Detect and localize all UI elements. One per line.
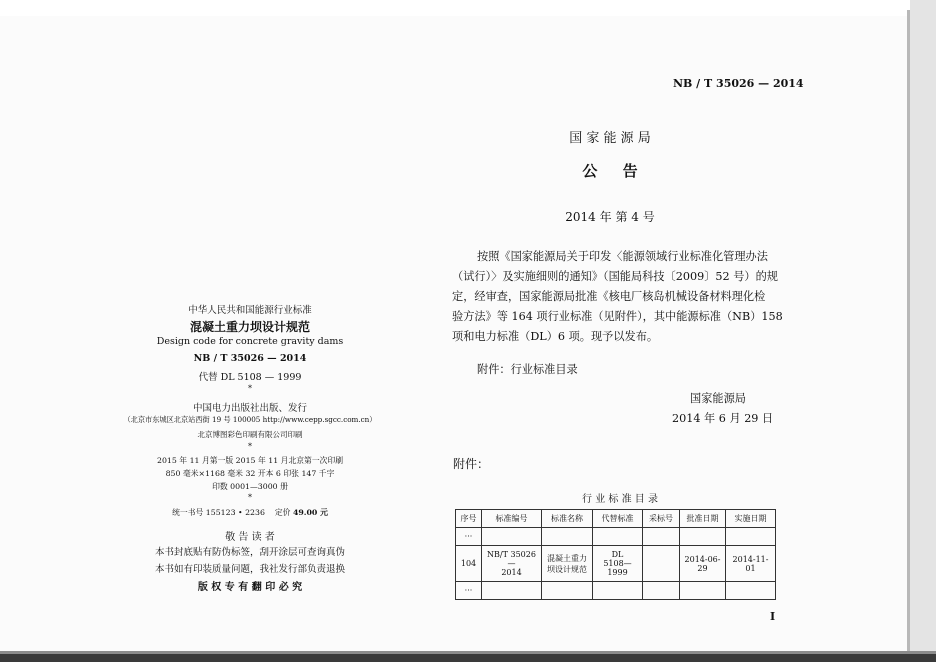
catalog-title: 行 业 标 准 目 录 <box>582 494 658 505</box>
page-number: I <box>770 610 776 623</box>
separator-dot: * <box>248 493 252 502</box>
notice-title: 敬 告 读 者 <box>225 532 275 543</box>
publisher-address: （北京市东城区北京站西街 19 号 100005 http://www.cepp.sgcc.com.cn） <box>123 415 377 424</box>
announcement-title: 公 告 <box>582 162 638 180</box>
standard-title-cn: 混凝土重力坝设计规范 <box>189 320 310 334</box>
announcement-issuer: 国 家 能 源 局 <box>569 131 651 146</box>
copyright-notice: 版 权 专 有 翻 印 必 究 <box>197 582 303 593</box>
standard-series: 中华人民共和国能源行业标准 <box>188 305 312 316</box>
table-cell-replaced <box>593 546 643 582</box>
signature: 国家能源局 <box>690 392 746 405</box>
table-row <box>456 582 776 600</box>
replaced-line: 5108—1999 <box>603 559 632 577</box>
code-line: NB/T 35026— <box>487 550 536 568</box>
standards-catalog-table <box>455 509 776 600</box>
table-header-row <box>456 510 776 528</box>
scan-margin-bottom <box>0 654 936 662</box>
code-line: 2014 <box>501 568 522 577</box>
replaced-line: DL <box>611 550 624 559</box>
announcement-body-line: 项和电力标准（DL）6 项。现予以发布。 <box>452 330 659 343</box>
replaced-standard: 代替 DL 5108 — 1999 <box>198 372 302 383</box>
table-cell-ellipsis: ··· <box>456 582 482 600</box>
standard-code-header: NB / T 35026 — 2014 <box>673 77 804 90</box>
table-cell-no: 104 <box>456 546 482 582</box>
separator-dot: * <box>248 442 252 451</box>
table-header-cell: 采标号 <box>643 510 680 528</box>
table-header-cell: 代替标准 <box>593 510 643 528</box>
price: 49.00 元 <box>292 508 328 517</box>
table-cell-name <box>542 546 593 582</box>
price-label: 定价 <box>274 508 291 517</box>
table-header-cell: 序号 <box>456 510 482 528</box>
table-row <box>456 528 776 546</box>
table-header-cell: 批准日期 <box>680 510 726 528</box>
isbn: 统一书号 155123 • 2236 <box>172 508 265 517</box>
format-info: 850 毫米×1168 毫米 32 开本 6 印张 147 千字 <box>165 469 335 478</box>
scan-margin-right <box>910 0 936 662</box>
table-header-cell: 标准编号 <box>482 510 542 528</box>
attachment-line: 附件：行业标准目录 <box>477 363 578 376</box>
name-line: 混凝土重力 <box>547 553 587 563</box>
name-line: 坝设计规范 <box>547 564 587 574</box>
separator-dot: * <box>248 384 252 393</box>
announcement-body-line: 按照《国家能源局关于印发〈能源领域行业标准化管理办法 <box>477 250 768 263</box>
announcement-body-line: 验方法》等 164 项行业标准（见附件），其中能源标准（NB）158 <box>452 310 783 323</box>
announcement-number: 2014 年 第 4 号 <box>565 210 655 224</box>
table-cell-ellipsis: ··· <box>456 528 482 546</box>
notice-line: 本书封底贴有防伪标签，刮开涂层可查询真伪 <box>154 547 345 558</box>
table-cell-code <box>482 546 542 582</box>
standard-title-en: Design code for concrete gravity dams <box>156 336 344 347</box>
standard-code: NB / T 35026 — 2014 <box>193 353 307 364</box>
table-cell-approval-date: 2014-06-29 <box>680 546 726 582</box>
edition-info: 2015 年 11 月第一版 2015 年 11 月北京第一次印刷 <box>156 456 344 465</box>
table-cell-adopted <box>643 546 680 582</box>
table-header-cell: 标准名称 <box>542 510 593 528</box>
notice-line: 本书如有印装质量问题，我社发行部负责退换 <box>154 564 345 575</box>
announcement-date: 2014 年 6 月 29 日 <box>672 412 774 425</box>
attachment-label: 附件： <box>453 457 490 471</box>
table-row <box>456 546 776 582</box>
isbn-price-line <box>100 507 400 518</box>
print-run: 印数 0001—3000 册 <box>212 482 288 491</box>
scan-margin-top <box>0 0 936 16</box>
announcement-body-line: （试行）〉及实施细则的通知》（国能局科技〔2009〕52 号）的规 <box>452 270 778 283</box>
announcement-body-line: 定，经审查，国家能源局批准《核电厂核岛机械设备材料理化检 <box>452 290 766 303</box>
printer: 北京博图彩色印刷有限公司印刷 <box>197 430 303 439</box>
table-header-cell: 实施日期 <box>726 510 776 528</box>
publisher: 中国电力出版社出版、发行 <box>192 403 307 414</box>
table-cell-implementation-date: 2014-11-01 <box>726 546 776 582</box>
